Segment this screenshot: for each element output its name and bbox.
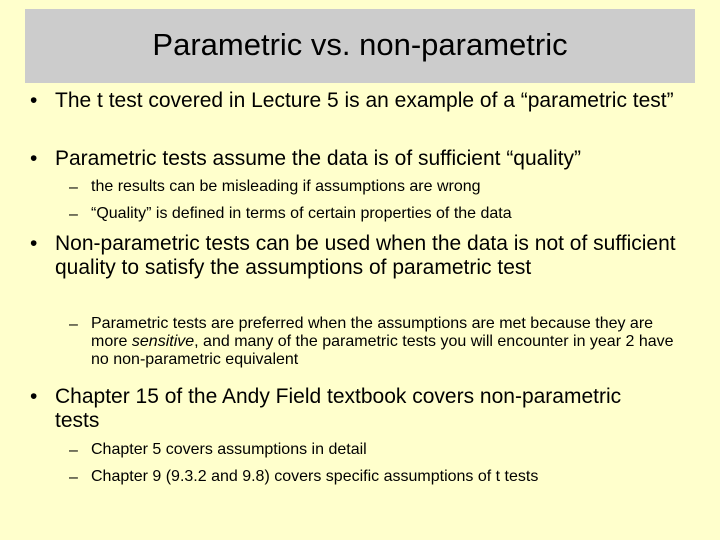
- text-before-emphasis: Parametric tests are preferred when the assumptions are met because they are more: [91, 315, 654, 350]
- dash-marker: –: [69, 469, 78, 486]
- sub-bullet-item: [69, 441, 689, 461]
- sub-bullet-item: [69, 468, 689, 488]
- bullet-marker: •: [30, 89, 38, 112]
- sub-bullet-text: Chapter 9 (9.3.2 and 9.8) covers specific assumptions of t tests: [91, 468, 539, 485]
- bullet-item: [25, 385, 665, 433]
- dash-marker: –: [69, 206, 78, 223]
- text-after-emphasis: , and many of the parametric tests you will encounter in year 2 have no non-parametric equivalent: [91, 333, 674, 368]
- sub-bullet-item: [69, 205, 689, 225]
- emphasized-word: sensitive: [131, 333, 195, 350]
- dash-marker: –: [69, 442, 78, 459]
- bullet-text: Non-parametric tests can be used when the data is not of sufficient quality to satisfy the assumptions of parametric test: [55, 232, 676, 279]
- dash-marker: –: [69, 179, 78, 196]
- bullet-item: [25, 89, 685, 113]
- bullet-marker: •: [30, 232, 38, 255]
- slide-title: Parametric vs. non-parametric: [152, 26, 568, 62]
- sub-bullet-item: [69, 315, 689, 369]
- dash-marker: –: [69, 316, 78, 333]
- bullet-marker: •: [30, 385, 38, 408]
- sub-bullet-item: [69, 178, 689, 198]
- bullet-item: [25, 232, 685, 280]
- bullet-text: Chapter 15 of the Andy Field textbook covers non-parametric tests: [55, 385, 622, 432]
- bullet-marker: •: [30, 147, 38, 170]
- sub-bullet-text: “Quality” is defined in terms of certain properties of the data: [91, 205, 512, 222]
- bullet-text: Parametric tests assume the data is of sufficient “quality”: [55, 147, 582, 170]
- sub-bullet-text: the results can be misleading if assumptions are wrong: [91, 178, 481, 195]
- sub-bullet-text: Chapter 5 covers assumptions in detail: [91, 441, 367, 458]
- sub-bullet-text: [91, 315, 689, 369]
- bullet-item: [25, 147, 685, 171]
- bullet-text: The t test covered in Lecture 5 is an example of a “parametric test”: [55, 89, 674, 112]
